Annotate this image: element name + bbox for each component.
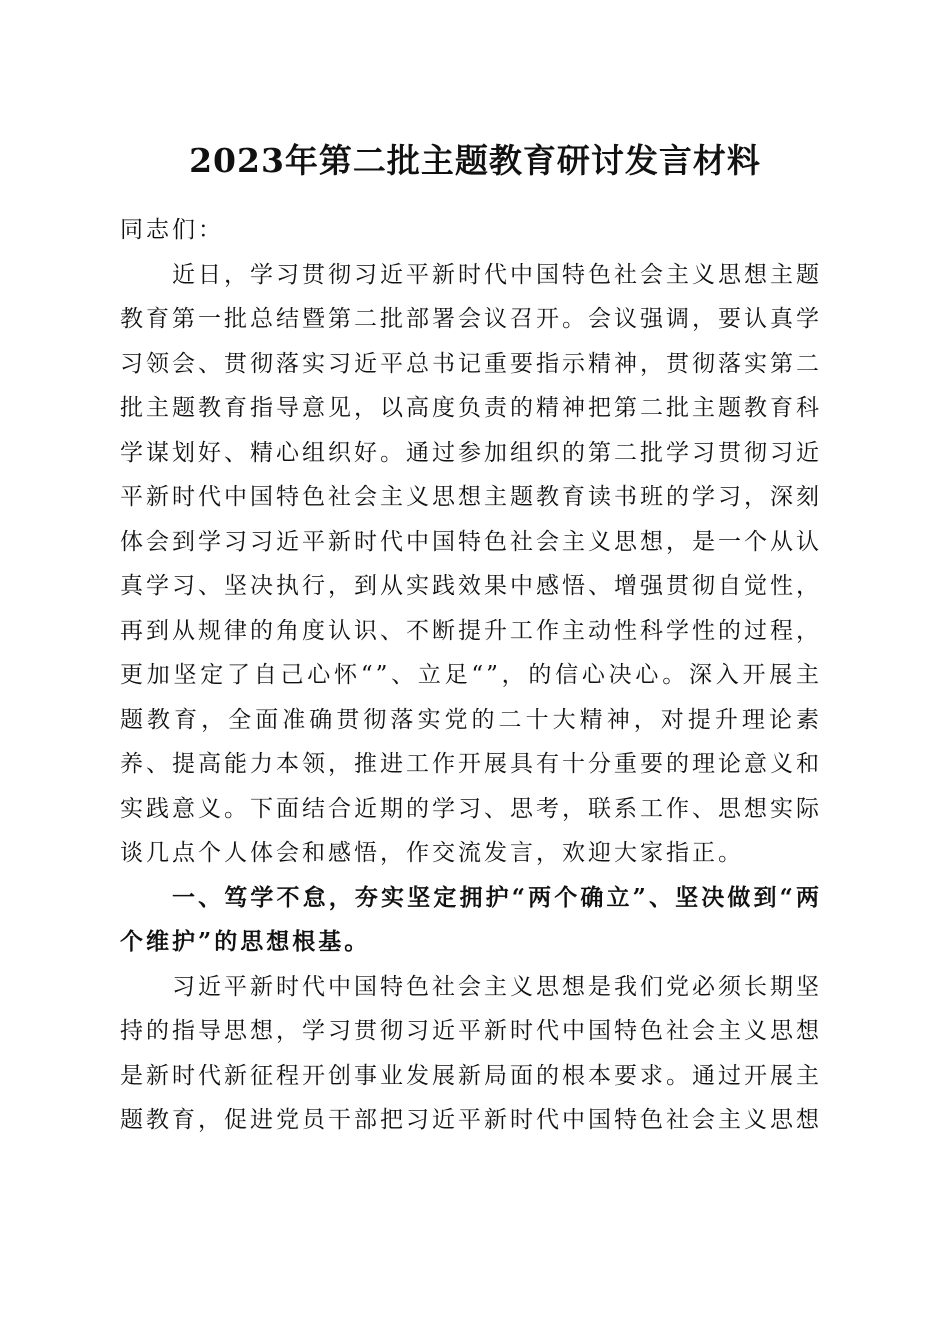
section-heading-1: 一、笃学不怠，夯实坚定拥护“两个确立”、坚决做到“两个维护”的思想根基。 xyxy=(120,883,822,955)
salutation: 同志们： xyxy=(120,217,224,243)
paragraph-intro: 近日，学习贯彻习近平新时代中国特色社会主义思想主题教育第一批总结暨第二批部署会议召开。会议强调，要认真学习领会、贯彻落实习近平总书记重要指示精神，贯彻落实第二批主题教育指导意见，以高度负责的精神把第二批主题教育科学谋划好、精心组织好。通过参加组织的第二批学习贯彻习近平新时代中国特色社会主义思想主题教育读书班的学习，深刻体会到学习习近平新时代中国特色社会主义思想，是一个从认真学习、坚决执行，到从实践效果中感悟、增强贯彻自觉性，再到从规律的角度认识、不断提升工作主动性科学性的过程，更加坚定了自己心怀“”、立足“”，的信心决心。深入开展主题教育，全面准确贯彻落实党的二十大精神，对提升理论素养、提高能力本领，推进工作开展具有十分重要的理论意义和实践意义。下面结合近期的学习、思考，联系工作、思想实际谈几点个人体会和感悟，作交流发言，欢迎大家指正。 xyxy=(120,261,822,866)
document-body xyxy=(120,208,822,1143)
document-title: 2023年第二批主题教育研讨发言材料 xyxy=(189,141,761,180)
paragraph-section-1: 习近平新时代中国特色社会主义思想是我们党必须长期坚持的指导思想，学习贯彻习近平新时代中国特色社会主义思想是新时代新征程开创事业发展新局面的根本要求。通过开展主题教育，促进党员干部把习近平新时代中国特色社会主义思想 xyxy=(120,973,822,1133)
